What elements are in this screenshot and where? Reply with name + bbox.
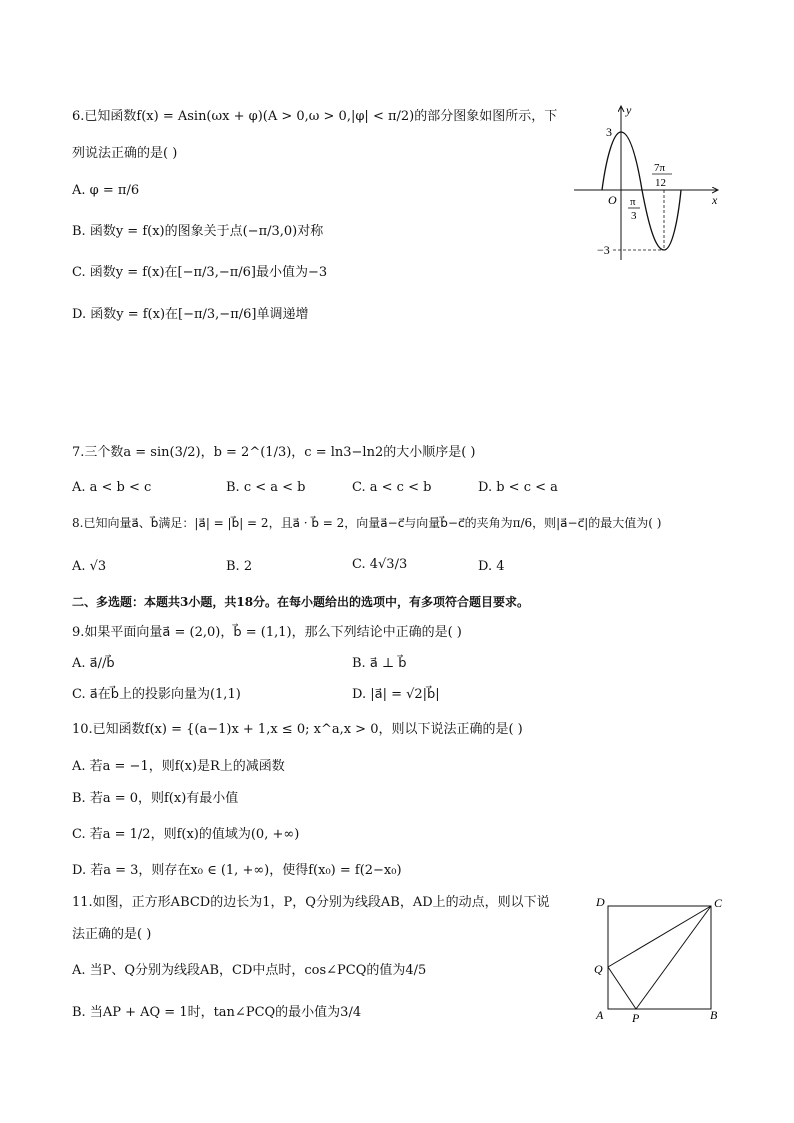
y-max-label: 3 [606,125,612,139]
q6-option-c: C. 函数y = f(x)在[−π/3,−π/6]最小值为−3 [72,265,328,280]
q11-stem-line2: 法正确的是( ) [72,927,152,942]
q8-option-b: B. 2 [226,559,253,574]
pi3-num: π [630,196,636,208]
seven-pi12-den: 12 [655,177,666,189]
sine-curve [602,132,681,250]
q7-option-b: B. c < a < b [226,480,306,495]
q7-stem: 7.三个数a = sin(3/2)，b = 2^(1/3)，c = ln3−ln2的大小顺序是( ) [72,445,476,460]
origin-label: O [608,193,617,207]
q7-option-d: D. b < c < a [478,480,558,495]
q8-option-c: C. 4√3/3 [352,557,408,572]
q10-option-c: C. 若a = 1/2，则f(x)的值域为(0, +∞) [72,827,300,842]
q7-option-c: C. a < c < b [352,480,432,495]
q11-option-a: A. 当P、Q分别为线段AB，CD中点时，cos∠PCQ的值为4/5 [72,963,427,978]
q10-option-d: D. 若a = 3，则存在x₀ ∈ (1, +∞)，使得f(x₀) = f(2−x₀) [72,863,402,878]
label-q: Q [594,962,603,976]
q10-option-a: A. 若a = −1，则f(x)是R上的减函数 [72,759,285,774]
q6-option-b: B. 函数y = f(x)的图象关于点(−π/3,0)对称 [72,224,324,239]
label-c: C [714,896,723,910]
q11-square-figure [590,892,730,1027]
q6-option-d: D. 函数y = f(x)在[−π/3,−π/6]单调递增 [72,307,309,322]
q6-stem-line2: 列说法正确的是( ) [72,146,178,161]
label-b: B [710,1008,718,1022]
q6-function-graph [568,100,728,265]
q10-stem: 10.已知函数f(x) = {(a−1)x + 1,x ≤ 0; x^a,x > 0，则以下说法正确的是( ) [72,722,523,737]
segment-qp [608,967,636,1009]
q11-option-b: B. 当AP + AQ = 1时，tan∠PCQ的最小值为3/4 [72,1005,362,1020]
x-axis-label: x [712,193,718,207]
q8-stem: 8.已知向量a⃗、b⃗满足：|a⃗| = |b⃗| = 2，且a⃗ · b⃗ = 2，向量a⃗−c⃗与向量b⃗−c⃗的夹角为π/6，则|a⃗−c⃗|的最大值为( ) [72,516,662,530]
segment-pc [636,906,711,1009]
q8-option-d: D. 4 [478,559,505,574]
q6-stem-line1: 6.已知函数f(x) = Asin(ωx + φ)(A > 0,ω > 0,|φ| < π/2)的部分图象如图所示，下 [72,109,558,124]
q10-option-b: B. 若a = 0，则f(x)有最小值 [72,791,239,806]
q8-option-a: A. √3 [72,559,107,574]
q6-option-a: A. φ = π/6 [72,183,140,198]
label-a: A [596,1008,604,1022]
y-axis-label: y [626,103,632,117]
label-p: P [632,1011,640,1025]
pi3-den: 3 [631,210,637,222]
section-heading-multi-choice: 二、多选题：本题共3小题，共18分。在每小题给出的选项中，有多项符合题目要求。 [72,595,530,609]
q9-option-d: D. |a⃗| = √2|b⃗| [352,687,440,702]
q9-option-c: C. a⃗在b⃗上的投影向量为(1,1) [72,687,241,702]
q11-stem-line1: 11.如图，正方形ABCD的边长为1，P，Q分别为线段AB，AD上的动点，则以下说 [72,895,550,910]
segment-qc [608,906,711,967]
q9-option-a: A. a⃗//b⃗ [72,656,115,671]
y-min-label: −3 [597,243,610,257]
q7-option-a: A. a < b < c [72,480,152,495]
label-d: D [596,895,605,909]
q9-stem: 9.如果平面向量a⃗ = (2,0)，b⃗ = (1,1)，那么下列结论中正确的是( ) [72,625,462,640]
seven-pi12-num: 7π [654,162,666,174]
q9-option-b: B. a⃗ ⊥ b⃗ [352,656,407,671]
